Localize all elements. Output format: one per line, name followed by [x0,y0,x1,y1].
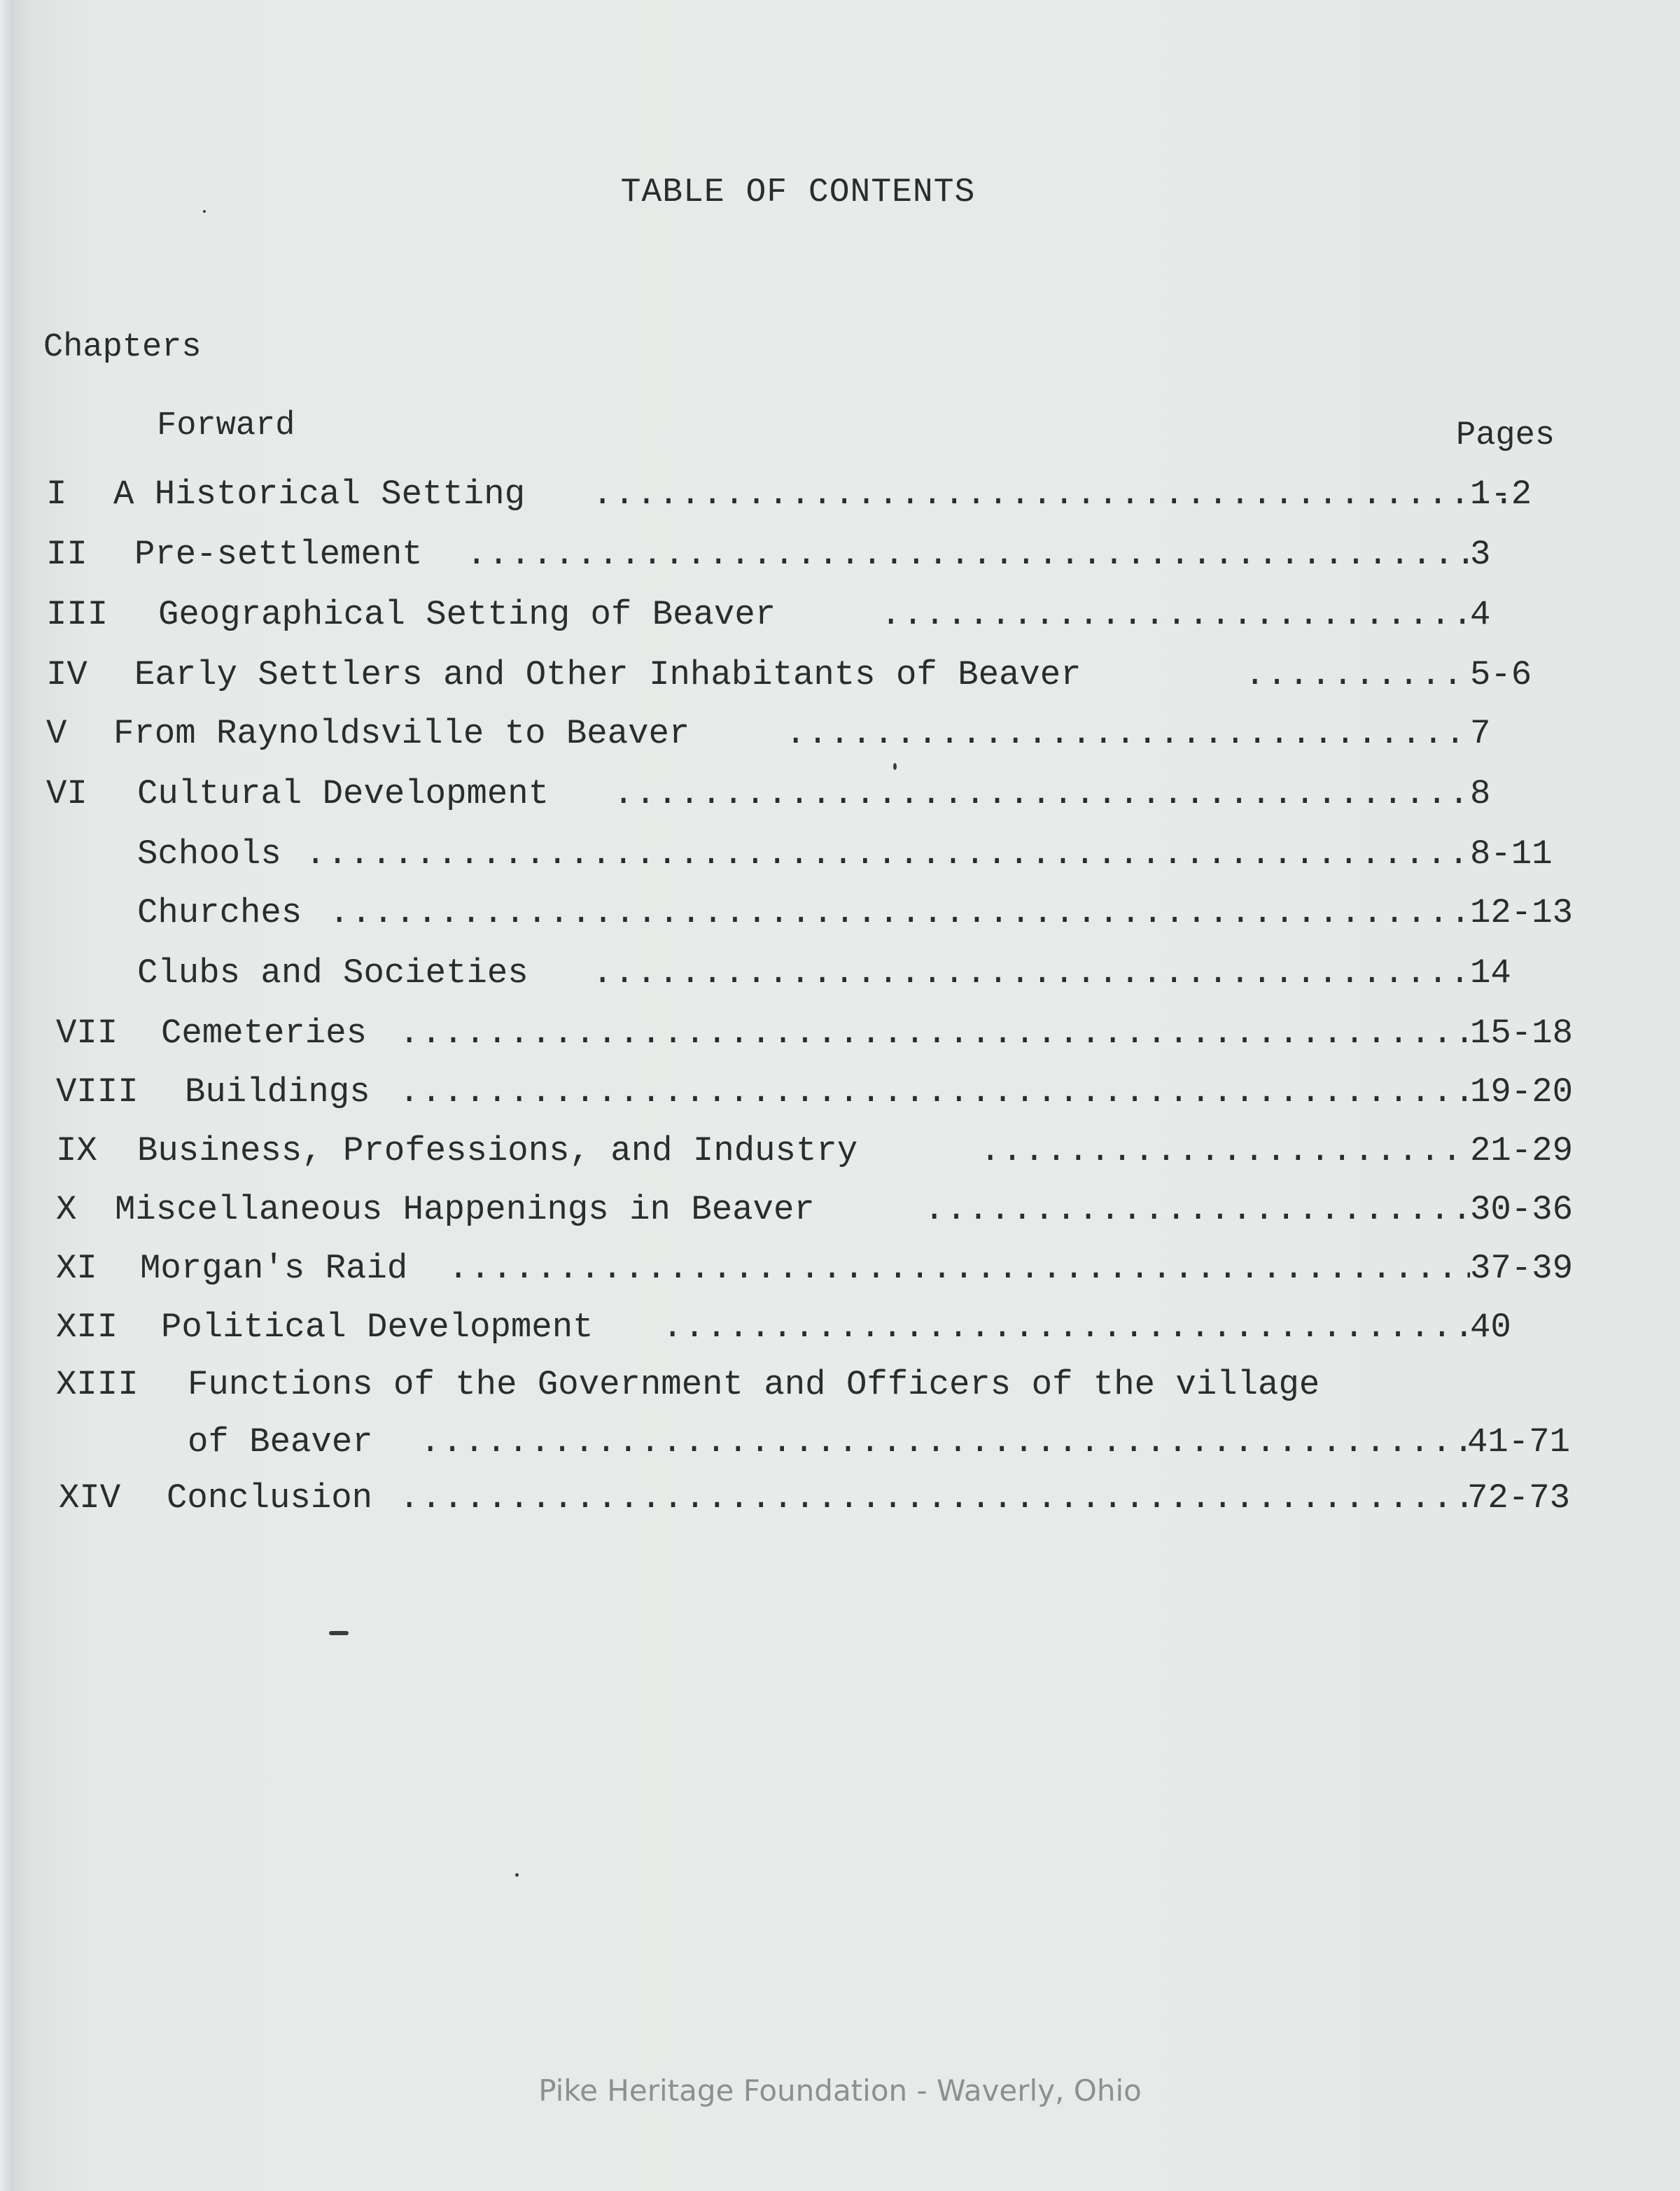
leader-dots [881,594,1470,636]
toc-entry [46,533,1628,575]
chapters-heading: Chapters [43,329,202,366]
leader-dots [592,473,1519,515]
paper-speck [893,763,897,770]
paper-speck [329,1631,349,1635]
page-range: 15-18 [1470,1014,1574,1053]
chapter-title: Early Settlers and Other Inhabitants of Beaver [134,655,1082,694]
toc-subentry [46,952,1628,994]
page-range: 41-71 [1467,1422,1571,1462]
page-title: TABLE OF CONTENTS [620,174,976,211]
leader-dots [592,952,1470,994]
toc-entry [46,594,1628,636]
leader-dots [662,1306,1470,1348]
chapter-title: Political Development [161,1308,594,1347]
pages-heading: Pages [1456,417,1555,454]
toc-entry [46,473,1628,515]
chapter-number: VI [46,774,88,813]
leader-dots [329,892,1470,934]
section-title: Churches [137,893,302,932]
toc-entry [56,1247,1628,1289]
chapter-number: VII [56,1014,118,1053]
page-range: 14 [1470,953,1511,993]
page-range: 12-13 [1470,893,1574,932]
toc-entry [56,1012,1628,1054]
chapter-title-continuation: of Beaver [188,1422,373,1462]
page-range: 1-2 [1470,475,1532,514]
page-range: 4 [1470,595,1491,634]
chapter-title: Business, Professions, and Industry [137,1131,858,1170]
leader-dots [980,1130,1470,1172]
leader-dots [924,1189,1470,1231]
page-range: 19-20 [1470,1072,1574,1112]
toc-subentry [46,833,1628,875]
chapter-title: From Raynoldsville to Beaver [113,714,690,753]
toc-entry [56,1306,1628,1348]
chapter-number: X [56,1190,77,1229]
footer-watermark: Pike Heritage Foundation - Waverly, Ohio [538,2073,1142,2108]
page-range: 5-6 [1470,655,1532,694]
chapter-title: A Historical Setting [113,475,526,514]
page-range: 7 [1470,714,1491,753]
toc-subentry [46,892,1628,934]
leader-dots [305,833,1470,875]
chapter-title: Geographical Setting of Beaver [158,595,776,634]
chapter-number: I [46,475,67,514]
chapter-number: IX [56,1131,97,1170]
chapter-title: Functions of the Government and Officers of the village [188,1365,1320,1404]
leader-dots [399,1071,1470,1113]
page-range: 3 [1470,535,1491,574]
forward-label: Forward [157,407,295,444]
section-title: Schools [137,834,281,874]
page-range: 37-39 [1470,1249,1574,1288]
chapter-number: III [46,595,108,634]
page-range: 8 [1470,774,1491,813]
paper-speck [515,1873,519,1877]
leader-dots [420,1421,1467,1463]
chapter-title: Morgan's Raid [140,1249,408,1288]
chapter-title: Miscellaneous Happenings in Beaver [115,1190,815,1229]
page-range: 30-36 [1470,1190,1574,1229]
leader-dots [613,773,1470,815]
chapter-number: II [46,535,88,574]
leader-dots [448,1247,1470,1289]
toc-entry [59,1477,1628,1519]
paper-speck [203,210,206,213]
toc-entry [46,654,1628,696]
leader-dots [1245,654,1470,696]
chapter-number: XIV [59,1478,121,1518]
chapter-number: XII [56,1308,118,1347]
chapter-number: V [46,714,67,753]
page-range: 21-29 [1470,1131,1574,1170]
chapter-number: VIII [56,1072,139,1112]
leader-dots [466,533,1470,575]
page-range: 40 [1470,1308,1511,1347]
chapter-number: XI [56,1249,97,1288]
chapter-number: XIII [56,1365,139,1404]
chapter-title: Cemeteries [161,1014,368,1053]
chapter-title: Conclusion [167,1478,373,1518]
toc-entry [56,1189,1628,1231]
toc-entry [56,1130,1628,1172]
section-title: Clubs and Societies [137,953,528,993]
toc-entry [56,1071,1628,1113]
leader-dots [785,713,1470,755]
chapter-title: Cultural Development [137,774,550,813]
leader-dots [399,1012,1470,1054]
toc-entry [46,773,1628,815]
leader-dots [399,1477,1467,1519]
chapter-number: IV [46,655,88,694]
page-range: 72-73 [1467,1478,1571,1518]
page-range: 8-11 [1470,834,1553,874]
chapter-title: Pre-settlement [134,535,423,574]
chapter-title: Buildings [185,1072,370,1112]
toc-entry [56,1364,1628,1406]
toc-entry [46,713,1628,755]
toc-entry-continuation [56,1421,1628,1463]
